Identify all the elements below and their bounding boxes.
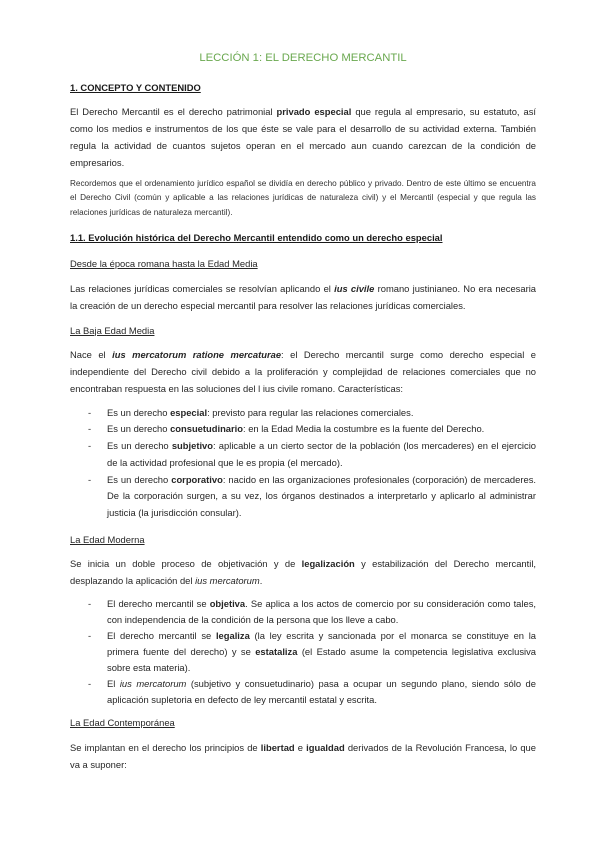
text-run: . bbox=[259, 574, 263, 586]
bold-italic-term-ius-mercatorum: ius mercatorum ratione mercaturae bbox=[112, 348, 282, 360]
modern-age-paragraph bbox=[70, 555, 536, 589]
period-heading-contemporary-age: La Edad Contemporánea bbox=[70, 716, 175, 728]
text-run: : en la Edad Media la costumbre es la fuente del Derecho. bbox=[242, 423, 485, 435]
late-middle-ages-paragraph bbox=[70, 346, 536, 397]
bold-term: subjetivo bbox=[171, 440, 213, 452]
period-heading-late-middle-ages: La Baja Edad Media bbox=[70, 324, 155, 336]
bold-term: legaliza bbox=[215, 629, 250, 641]
bold-term-legalizacion: legalización bbox=[301, 557, 355, 569]
text-run: derivados de la Revolución Francesa, lo que va a suponer: bbox=[70, 741, 536, 770]
text-run: Es un derecho bbox=[107, 473, 172, 485]
period-heading-modern-age: La Edad Moderna bbox=[70, 533, 145, 545]
contemporary-age-paragraph bbox=[70, 739, 536, 773]
roman-period-paragraph bbox=[70, 280, 536, 314]
text-run: Es un derecho bbox=[107, 423, 171, 435]
document-page bbox=[70, 49, 536, 773]
text-run: Es un derecho bbox=[107, 440, 172, 452]
text-run: que regula al empresario, su estatuto, así como los medios e instrumentos de los que éste se vale para el desarrollo de su actividad externa. También regula la actividad de cuantos sujetos operan en el mercado aun cuando carezcan de la condición de empresarios. bbox=[70, 105, 536, 168]
text-run: (la ley escrita y sancionada por el monarca se constituye en la primera fuente del derecho) y se bbox=[107, 629, 536, 657]
lesson-title: LECCIÓN 1: EL DERECHO MERCANTIL bbox=[199, 52, 407, 64]
list-item bbox=[70, 596, 536, 628]
bold-term: estataliza bbox=[255, 645, 298, 657]
text-run: : nacido en las organizaciones profesionales (corporación) de mercaderes. De la corporación surgen, a su vez, los órganos destinados a interpretarlo y aplicarlo al administrar justicia (la jurisdicción consular). bbox=[107, 473, 536, 519]
text-run: El Derecho Mercantil es el derecho patrimonial bbox=[70, 105, 277, 117]
bold-term-igualdad: igualdad bbox=[306, 741, 345, 753]
bold-term: consuetudinario bbox=[170, 423, 243, 435]
text-run: Nace el bbox=[70, 348, 113, 360]
bold-italic-term-ius-civile: ius civile bbox=[334, 282, 375, 294]
concept-paragraph bbox=[70, 103, 536, 171]
text-run: El bbox=[107, 677, 120, 689]
list-item bbox=[70, 472, 536, 522]
text-run: El derecho mercantil se bbox=[107, 629, 216, 641]
text-run: (subjetivo y consuetudinario) pasa a ocupar un segundo plano, siendo sólo de aplicación supletoria en defecto de ley mercantil estatal y escrita. bbox=[107, 677, 536, 705]
characteristics-list bbox=[70, 405, 536, 523]
text-run: romano justinianeo. No era necesaria la creación de un derecho especial mercantil para resolver las relaciones jurídicas comerciales. bbox=[70, 282, 536, 311]
text-run: y estabilización del Derecho mercantil, desplazando la aplicación del bbox=[70, 557, 537, 586]
text-run: El derecho mercantil se bbox=[107, 597, 210, 609]
italic-term: ius mercatorum bbox=[119, 677, 187, 689]
text-run: : el Derecho mercantil surge como derecho especial e independiente del Derecho civil debido a la proliferación y complejidad de relaciones comerciales que no encontraban respuesta en las soluciones del l ius civile romano. Características: bbox=[70, 348, 536, 394]
bold-term: especial bbox=[170, 406, 208, 418]
list-item bbox=[70, 421, 536, 438]
list-item bbox=[70, 405, 536, 422]
text-run: : previsto para regular las relaciones comerciales. bbox=[207, 406, 414, 418]
section-heading-evolution: 1.1. Evolución histórica del Derecho Mercantil entendido como un derecho especial bbox=[70, 231, 443, 243]
text-run: : aplicable a un cierto sector de la población (los mercaderes) en el ejercicio de la actividad profesional que le es propia (el mercado). bbox=[107, 440, 536, 468]
bold-term-privado-especial: privado especial bbox=[276, 105, 352, 117]
list-item bbox=[70, 628, 536, 676]
list-item bbox=[70, 438, 536, 472]
bold-term: objetiva bbox=[209, 597, 246, 609]
text-run: Las relaciones jurídicas comerciales se resolvían aplicando el bbox=[70, 282, 335, 294]
bold-term: corporativo bbox=[171, 473, 223, 485]
bold-term-libertad: libertad bbox=[260, 741, 295, 753]
text-run: Es un derecho bbox=[107, 406, 171, 418]
section-heading-concept: 1. CONCEPTO Y CONTENIDO bbox=[70, 81, 201, 93]
text-run: Se implantan en el derecho los principios de bbox=[70, 741, 261, 753]
list-item bbox=[70, 676, 536, 708]
italic-term-ius-mercatorum: ius mercatorum bbox=[195, 574, 260, 586]
text-run: . Se aplica a los actos de comercio por su consideración como tales, con independencia de la condición de la persona que los lleve a cabo. bbox=[107, 597, 536, 625]
text-run: e bbox=[294, 741, 307, 753]
modern-age-list bbox=[70, 596, 536, 708]
period-heading-roman: Desde la época romana hasta la Edad Media bbox=[70, 257, 258, 269]
text-run: Se inicia un doble proceso de objetivación y de bbox=[70, 557, 302, 569]
reminder-note: Recordemos que el ordenamiento jurídico español se dividía en derecho público y privado. Dentro de este último se encuentra el Derecho Civil (común y aplicable a las relaciones jurídicas de naturaleza civil) y el Mercantil (especial y que regula las relaciones jurídicas de naturaleza mercantil). bbox=[70, 178, 536, 217]
text-run: (el Estado asume la competencia legislativa exclusiva sobre esta materia). bbox=[107, 645, 537, 673]
